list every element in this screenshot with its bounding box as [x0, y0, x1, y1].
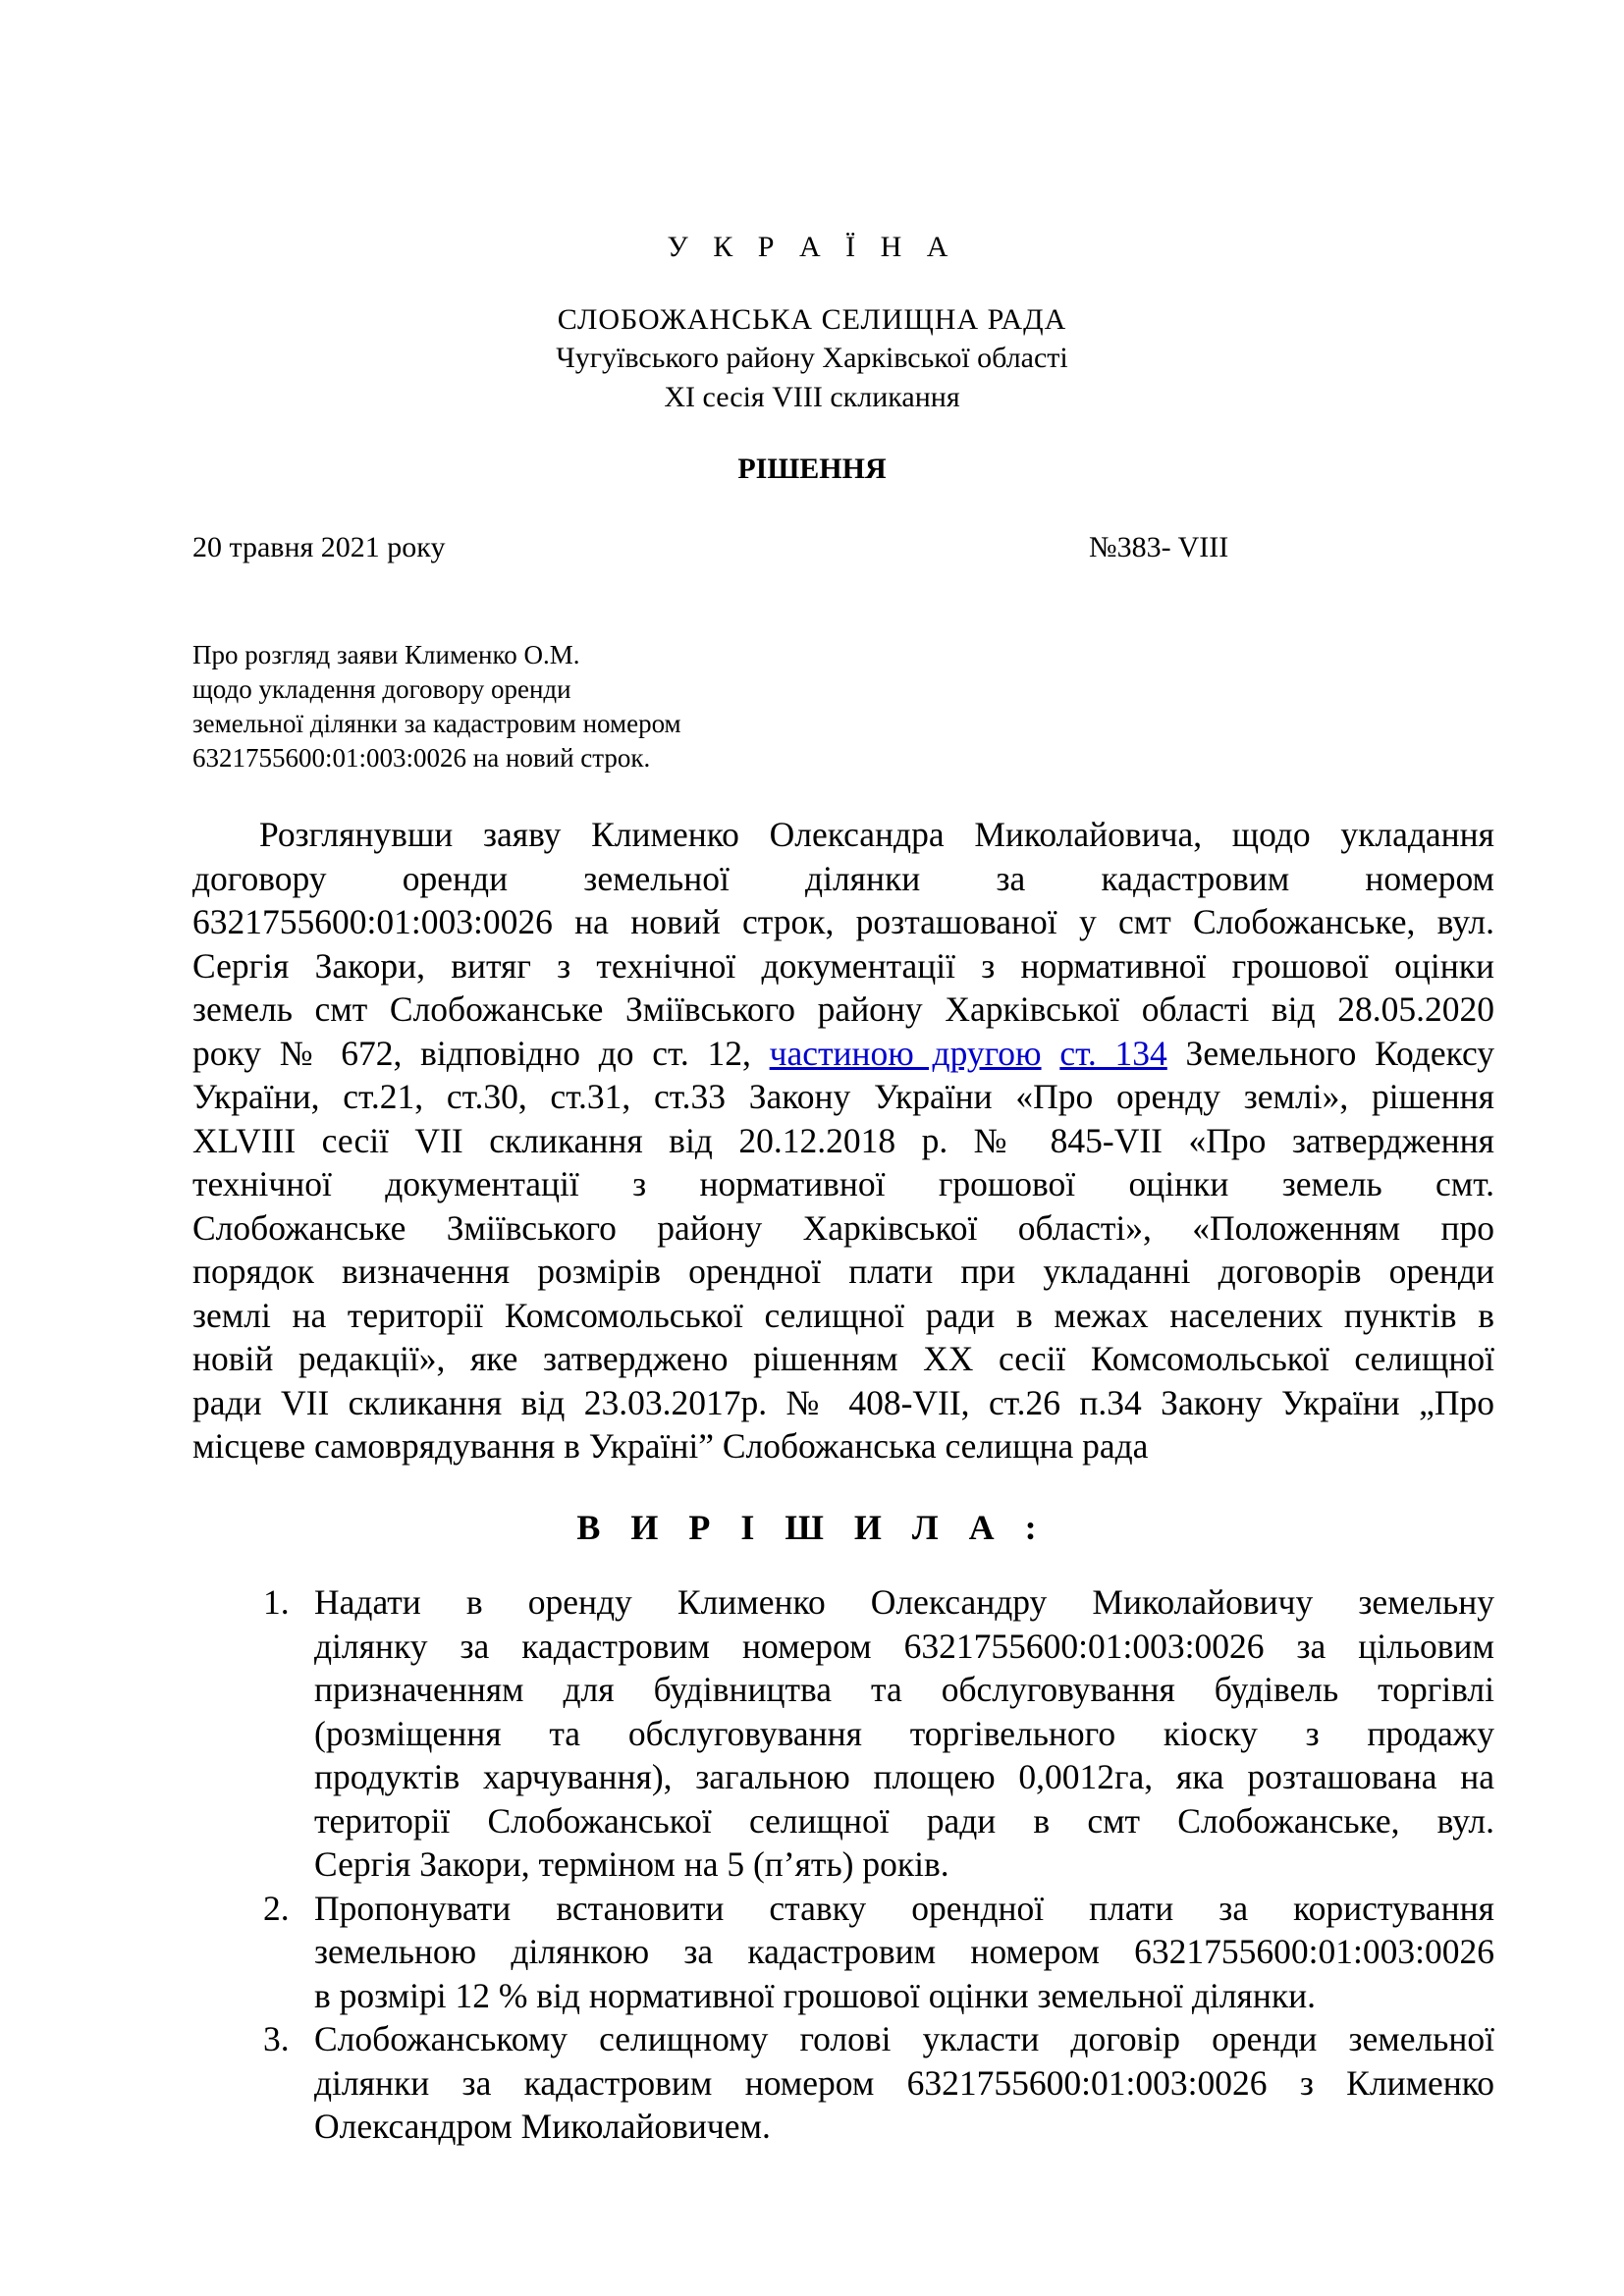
preamble-paragraph	[192, 813, 1494, 1468]
body-line: технічної документації з нормативної грошової оцінки земель смт.	[192, 1164, 1494, 1203]
document-title: РІШЕННЯ	[737, 453, 887, 485]
decision-number: №383- VIII	[1089, 531, 1229, 563]
subject-line: Про розгляд заяви Клименко О.М.	[192, 640, 580, 669]
body-text-fragment: Земельного Кодексу	[1166, 1033, 1494, 1073]
decision-item	[263, 2017, 1494, 2149]
body-line: Сергія Закори, витяг з технічної документації з нормативної грошової оцінки	[192, 945, 1494, 986]
body-line: земель смт Слобожанське Зміївського району Харківської області від 28.05.2020	[192, 989, 1494, 1029]
item-line: Пропонувати встановити ставку орендної плати за користування	[314, 1888, 1494, 1928]
decision-item	[263, 1580, 1494, 1887]
item-number: 2.	[263, 1888, 290, 1928]
district-line: Чугуївського району Харківської області	[556, 342, 1068, 374]
item-number: 3.	[263, 2019, 290, 2058]
body-line: 6321755600:01:003:0026 на новий строк, розташованої у смт Слобожанське, вул.	[192, 902, 1494, 941]
session-line: ХІ сесія VIII скликання	[664, 381, 960, 413]
body-line: місцеве самоврядування в Україні” Слобожанська селищна рада	[192, 1426, 1149, 1466]
decision-item	[263, 1887, 1494, 2018]
item-line: продуктів харчування), загальною площею 0,0012га, яка розташована на	[314, 1757, 1494, 1796]
item-number: 1.	[263, 1582, 290, 1622]
item-line: Сергія Закори, терміном на 5 (п’ять) років.	[314, 1844, 949, 1884]
decision-date: 20 травня 2021 року	[192, 531, 446, 563]
body-text-fragment: року № 672, відповідно до ст. 12,	[192, 1033, 770, 1073]
item-line: території Слобожанської селищної ради в смт Слобожанське, вул.	[314, 1800, 1494, 1841]
body-line: новій редакції», яке затверджено рішенням XX сесії Комсомольської селищної	[192, 1339, 1494, 1378]
body-line: XLVIII сесії VII скликання від 20.12.2018 р. № 845-VII «Про затвердження	[192, 1120, 1494, 1160]
subject-line: 6321755600:01:003:0026 на новий строк.	[192, 743, 651, 773]
body-line: України, ст.21, ст.30, ст.31, ст.33 Закону України «Про оренду землі», рішення	[192, 1077, 1494, 1116]
link-part-two[interactable]: частиною другою	[769, 1033, 1042, 1073]
item-line: ділянки за кадастровим номером 6321755600:01:003:0026 з Клименко	[314, 2062, 1494, 2103]
body-line: землі на території Комсомольської селищної ради в межах населених пунктів в	[192, 1295, 1494, 1335]
body-line: договору оренди земельної ділянки за кадастровим номером	[192, 858, 1494, 898]
body-line: Слобожанське Зміївського району Харківської області», «Положенням про	[192, 1207, 1494, 1248]
council-name: СЛОБОЖАНСЬКА СЕЛИЩНА РАДА	[557, 303, 1067, 336]
item-line: Надати в оренду Клименко Олександру Миколайовичу земельну	[314, 1582, 1494, 1622]
subject-line: щодо укладення договору оренди	[192, 674, 571, 704]
item-line: призначенням для будівництва та обслуговування будівель торгівлі	[314, 1670, 1494, 1709]
subject-line: земельної ділянки за кадастровим номером	[192, 709, 681, 738]
body-line-with-links	[192, 1032, 1494, 1076]
country-heading: У К Р А Ї Н А	[667, 231, 957, 263]
body-line: порядок визначення розмірів орендної плати при укладанні договорів оренди	[192, 1252, 1494, 1291]
item-line: земельною ділянкою за кадастровим номером 6321755600:01:003:0026	[314, 1932, 1494, 1971]
body-line: Розглянувши заяву Клименко Олександра Миколайовича, щодо укладання	[259, 815, 1494, 854]
item-line: (розміщення та обслуговування торгівельного кіоску з продажу	[314, 1713, 1494, 1753]
item-line: Слобожанському селищному голові укласти договір оренди земельної	[314, 2019, 1494, 2058]
link-article-134[interactable]: ст. 134	[1059, 1033, 1167, 1073]
item-line: ділянку за кадастровим номером 6321755600:01:003:0026 за цільовим	[314, 1626, 1494, 1666]
item-line: Олександром Миколайовичем.	[314, 2107, 771, 2146]
decision-subject	[192, 638, 978, 775]
decided-heading: В И Р І Ш И Л А :	[576, 1508, 1048, 1547]
body-text-fragment	[1042, 1034, 1060, 1073]
item-line: в розмірі 12 % від нормативної грошової оцінки земельної ділянки.	[314, 1975, 1317, 2015]
body-line: ради VII скликання від 23.03.2017р. № 408-VII, ст.26 п.34 Закону України „Про	[192, 1382, 1494, 1422]
decision-items	[263, 1580, 1494, 2149]
